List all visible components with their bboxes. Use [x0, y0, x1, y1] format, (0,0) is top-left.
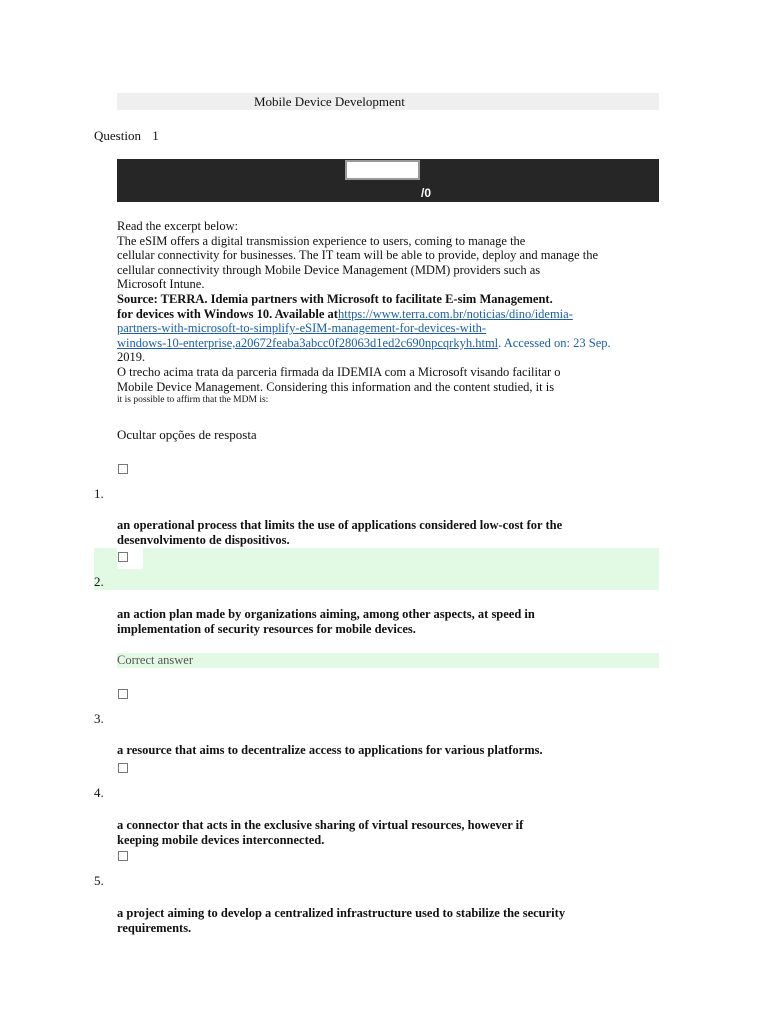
correct-answer-label: Correct answer — [117, 653, 659, 668]
excerpt-line: The eSIM offers a digital transmission experience to users, coming to manage the — [117, 233, 526, 248]
excerpt-line: cellular connectivity through Mobile Device Management (MDM) providers such as — [117, 262, 541, 277]
course-title-bar — [117, 93, 659, 110]
option-4-checkbox[interactable] — [118, 763, 128, 773]
score-bar — [117, 159, 659, 202]
excerpt-line: Microsoft Intune. — [117, 277, 205, 292]
excerpt-line: cellular connectivity for businesses. The IT team will be able to provide, deploy and manage the — [117, 248, 598, 263]
option-3-checkbox[interactable] — [118, 689, 128, 699]
source-line: Source: TERRA. Idemia partners with Microsoft to facilitate E-sim Management. — [117, 291, 553, 306]
source-link-part[interactable]: partners-with-microsoft-to-simplify-eSIM-management-for-devices-with- — [117, 321, 487, 336]
excerpt-line: 2019. — [117, 350, 146, 365]
course-title: Mobile Device Development — [254, 94, 405, 109]
question-excerpt — [117, 219, 677, 406]
source-link-line — [117, 336, 677, 351]
option-5-text[interactable]: a project aiming to develop a centralized infrastructure used to stabilize the security requirements. — [117, 906, 566, 935]
hide-options-toggle[interactable]: Ocultar opções de resposta — [117, 427, 257, 442]
option-2-text[interactable]: an action plan made by organizations aiming, among other aspects, at speed in implementation of security resources for mobile devices. — [117, 607, 535, 636]
option-4-number: 4. — [94, 785, 104, 800]
option-2-highlight — [94, 548, 659, 590]
option-1-number: 1. — [94, 486, 104, 501]
question-label: Question — [94, 128, 141, 143]
option-3-text[interactable]: a resource that aims to decentralize access to applications for various platforms. — [117, 743, 543, 757]
excerpt-line: Read the excerpt below: — [117, 219, 239, 233]
source-available-text: for devices with Windows 10. Available at — [117, 306, 338, 321]
source-link-line — [117, 321, 677, 336]
option-5-number: 5. — [94, 873, 104, 888]
question-number: 1 — [152, 128, 159, 143]
option-2-checkbox[interactable] — [118, 552, 128, 562]
option-1-text[interactable]: an operational process that limits the use of applications considered low-cost for the desenvolvimento de dispositivos. — [117, 518, 563, 547]
source-link-part[interactable]: https://www.terra.com.br/noticias/dino/idemia- — [337, 306, 573, 321]
accessed-on-text: . Accessed on: 23 Sep. — [498, 335, 611, 350]
score-input[interactable] — [345, 160, 420, 180]
option-2-number: 2. — [94, 574, 104, 589]
source-link-line — [117, 307, 677, 322]
excerpt-line: Mobile Device Management. Considering this information and the content studied, it is — [117, 379, 555, 394]
option-4-text[interactable]: a connector that acts in the exclusive sharing of virtual resources, however if keeping mobile devices interconnected. — [117, 818, 524, 847]
question-heading — [94, 128, 159, 144]
option-1-checkbox[interactable] — [118, 464, 128, 474]
excerpt-line: O trecho acima trata da parceria firmada da IDEMIA com a Microsoft visando facilitar o — [117, 364, 561, 379]
source-link-part[interactable]: windows-10-enterprise,a20672feaba3abcc0f28063d1ed2c690npcqrkyh.html — [117, 335, 499, 350]
option-5-checkbox[interactable] — [118, 851, 128, 861]
score-max: /0 — [421, 186, 432, 200]
option-3-number: 3. — [94, 711, 104, 726]
excerpt-line: it is possible to affirm that the MDM is: — [117, 395, 269, 406]
